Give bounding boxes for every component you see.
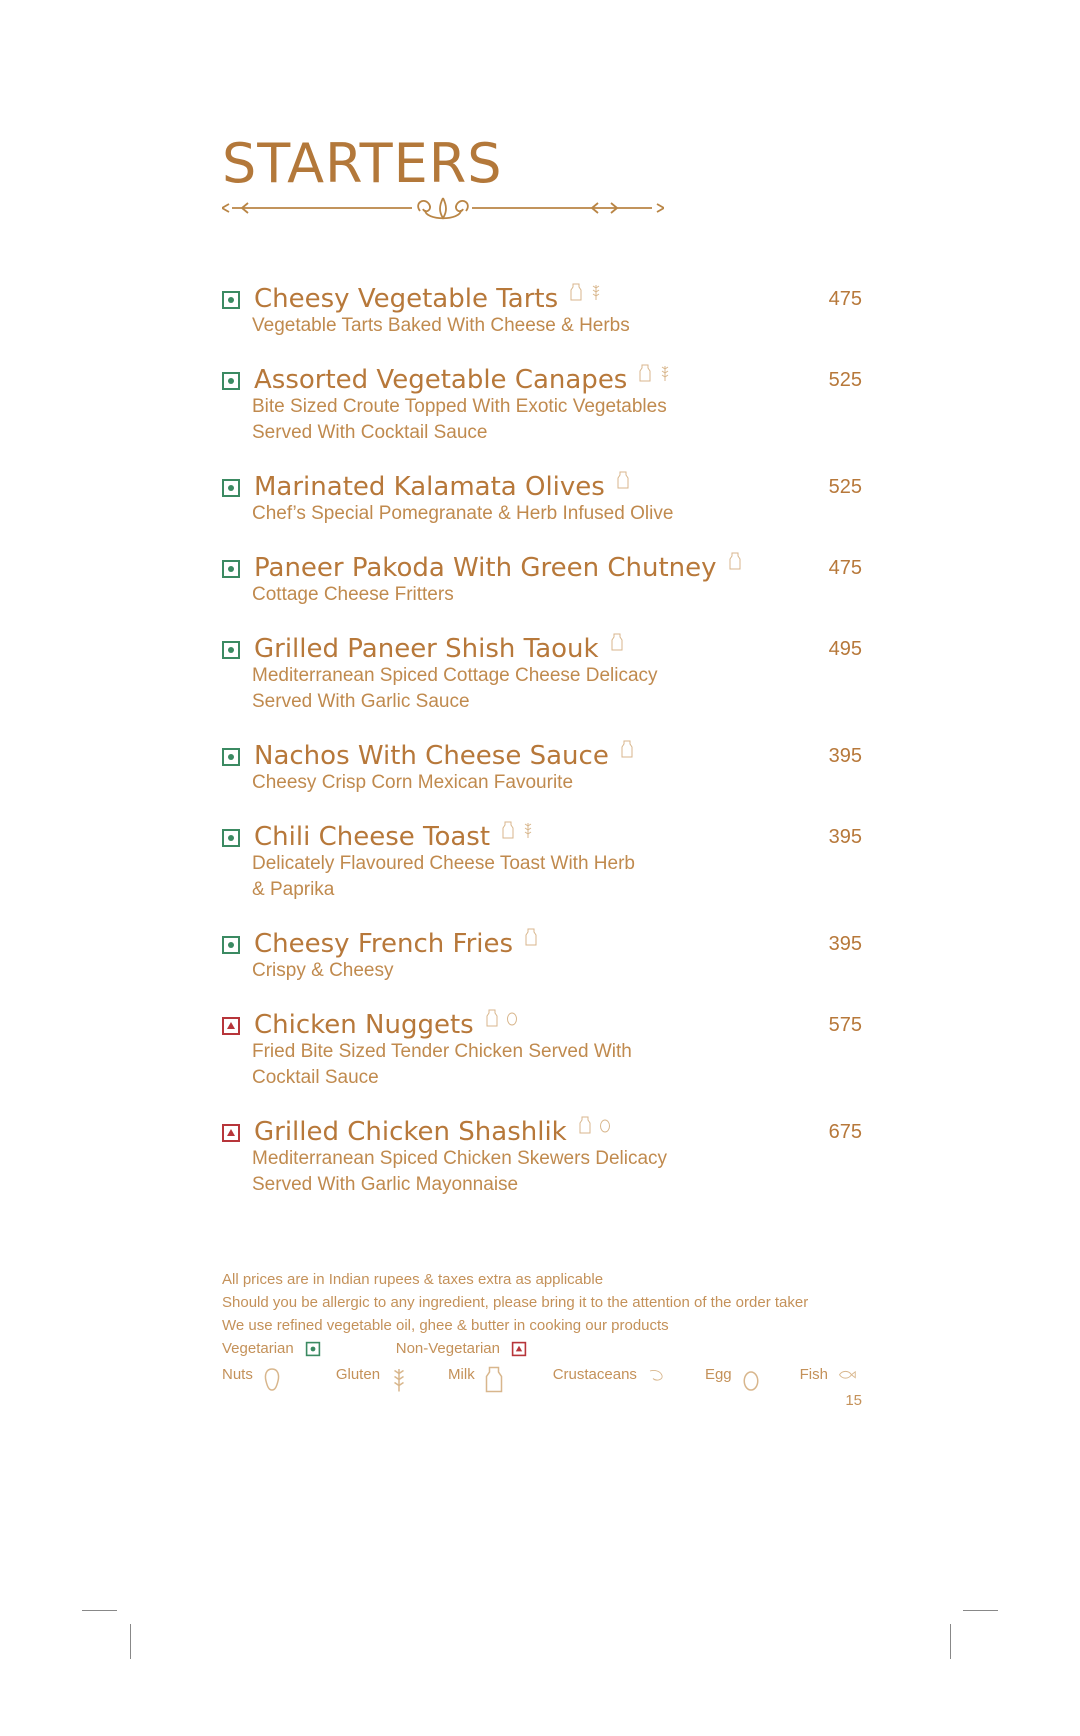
item-name: Nachos With Cheese Sauce xyxy=(254,741,609,771)
nonveg-label: Non-Vegetarian xyxy=(395,1340,500,1357)
menu-item xyxy=(222,364,862,446)
item-description: Fried Bite Sized Tender Chicken Served With Cocktail Sauce xyxy=(252,1041,632,1088)
item-allergens xyxy=(579,1116,611,1139)
item-price: 395 xyxy=(828,745,862,767)
item-description: Cottage Cheese Fritters xyxy=(252,584,454,605)
allergen-label: Egg xyxy=(704,1366,732,1383)
allergen-legend-item xyxy=(705,1363,760,1386)
page-number: 15 xyxy=(845,1392,862,1409)
item-allergens xyxy=(486,1009,518,1032)
milk-icon xyxy=(639,364,651,387)
allergen-label: Crustaceans xyxy=(552,1366,637,1383)
veg-icon xyxy=(222,560,240,578)
item-description: Bite Sized Croute Topped With Exotic Vegetables Served With Cocktail Sauce xyxy=(252,396,667,443)
item-allergens xyxy=(570,283,602,306)
item-description: Cheesy Crisp Corn Mexican Favourite xyxy=(252,772,574,793)
crop-mark xyxy=(963,1610,998,1611)
item-name: Chili Cheese Toast xyxy=(254,822,491,852)
crop-mark xyxy=(950,1624,951,1659)
item-allergens xyxy=(525,928,537,951)
diet-legend xyxy=(222,1337,862,1360)
milk-icon xyxy=(621,740,633,763)
crustaceans-icon xyxy=(647,1366,665,1384)
item-description: Delicately Flavoured Cheese Toast With Herb & Paprika xyxy=(252,853,635,900)
veg-label: Vegetarian xyxy=(222,1340,294,1357)
item-name: Cheesy Vegetable Tarts xyxy=(254,284,559,314)
menu-item xyxy=(222,633,862,715)
item-name: Chicken Nuggets xyxy=(254,1010,474,1040)
allergen-label: Fish xyxy=(799,1366,828,1383)
item-allergens xyxy=(617,471,629,494)
item-price: 475 xyxy=(828,557,862,579)
nonveg-icon xyxy=(222,1124,240,1142)
milk-icon xyxy=(729,552,741,575)
egg-icon xyxy=(506,1009,518,1032)
menu-item xyxy=(222,740,862,796)
milk-icon xyxy=(502,821,514,844)
item-price: 395 xyxy=(828,933,862,955)
item-name: Grilled Paneer Shish Taouk xyxy=(254,634,599,664)
gluten-icon xyxy=(590,283,602,306)
allergen-legend-item xyxy=(800,1363,856,1386)
item-allergens xyxy=(729,552,741,575)
item-description: Crispy & Cheesy xyxy=(252,960,394,981)
item-price: 525 xyxy=(828,369,862,391)
item-description: Mediterranean Spiced Cottage Cheese Delicacy Served With Garlic Sauce xyxy=(252,665,658,712)
item-description: Mediterranean Spiced Chicken Skewers Delicacy Served With Garlic Mayonnaise xyxy=(252,1148,668,1195)
crop-mark xyxy=(130,1624,131,1659)
allergen-legend-item xyxy=(222,1363,281,1386)
footer-note: Should you be allergic to any ingredient, please bring it to the attention of the order taker xyxy=(222,1294,809,1311)
menu-item xyxy=(222,1116,862,1198)
menu-list xyxy=(222,283,862,1223)
item-price: 475 xyxy=(828,288,862,310)
milk-icon xyxy=(485,1366,503,1384)
milk-icon xyxy=(486,1009,498,1032)
veg-icon xyxy=(222,748,240,766)
item-allergens xyxy=(621,740,633,763)
allergen-label: Nuts xyxy=(222,1366,253,1383)
nuts-icon xyxy=(263,1366,281,1384)
item-price: 495 xyxy=(828,638,862,660)
menu-item xyxy=(222,821,862,903)
egg-icon xyxy=(742,1366,760,1384)
allergen-legend-item xyxy=(336,1363,408,1386)
item-allergens xyxy=(502,821,534,844)
item-price: 675 xyxy=(828,1121,862,1143)
allergen-label: Gluten xyxy=(335,1366,381,1383)
veg-icon xyxy=(222,936,240,954)
veg-icon xyxy=(306,1341,320,1355)
milk-icon xyxy=(617,471,629,494)
veg-icon xyxy=(222,291,240,309)
allergen-legend-item xyxy=(553,1363,665,1386)
veg-icon xyxy=(222,641,240,659)
veg-icon xyxy=(222,372,240,390)
gluten-icon xyxy=(659,364,671,387)
veg-icon xyxy=(222,829,240,847)
item-name: Grilled Chicken Shashlik xyxy=(254,1117,567,1147)
allergen-legend xyxy=(222,1363,862,1386)
veg-icon xyxy=(222,479,240,497)
item-name: Paneer Pakoda With Green Chutney xyxy=(254,553,717,583)
nonveg-icon xyxy=(512,1341,526,1355)
item-name: Cheesy French Fries xyxy=(254,929,514,959)
item-name: Assorted Vegetable Canapes xyxy=(254,365,628,395)
item-description: Chef’s Special Pomegranate & Herb Infused Olive xyxy=(252,503,674,524)
crop-mark xyxy=(82,1610,117,1611)
menu-item xyxy=(222,1009,862,1091)
item-price: 575 xyxy=(828,1014,862,1036)
item-name: Marinated Kalamata Olives xyxy=(254,472,605,502)
milk-icon xyxy=(570,283,582,306)
allergen-legend-item xyxy=(448,1363,503,1386)
item-price: 395 xyxy=(828,826,862,848)
title-ornament xyxy=(222,196,664,226)
footer-note: We use refined vegetable oil, ghee & butter in cooking our products xyxy=(222,1317,669,1334)
menu-item xyxy=(222,928,862,984)
egg-icon xyxy=(599,1116,611,1139)
item-description: Vegetable Tarts Baked With Cheese & Herbs xyxy=(252,315,630,336)
milk-icon xyxy=(525,928,537,951)
menu-item xyxy=(222,471,862,527)
page-title: STARTERS xyxy=(222,132,503,195)
nonveg-icon xyxy=(222,1017,240,1035)
fish-icon xyxy=(838,1366,856,1384)
footer xyxy=(222,1268,862,1386)
menu-item xyxy=(222,552,862,608)
menu-item xyxy=(222,283,862,339)
milk-icon xyxy=(579,1116,591,1139)
allergen-label: Milk xyxy=(448,1366,475,1383)
gluten-icon xyxy=(522,821,534,844)
item-allergens xyxy=(639,364,671,387)
gluten-icon xyxy=(390,1366,408,1384)
footer-note: All prices are in Indian rupees & taxes extra as applicable xyxy=(222,1271,604,1288)
item-allergens xyxy=(611,633,623,656)
milk-icon xyxy=(611,633,623,656)
item-price: 525 xyxy=(828,476,862,498)
